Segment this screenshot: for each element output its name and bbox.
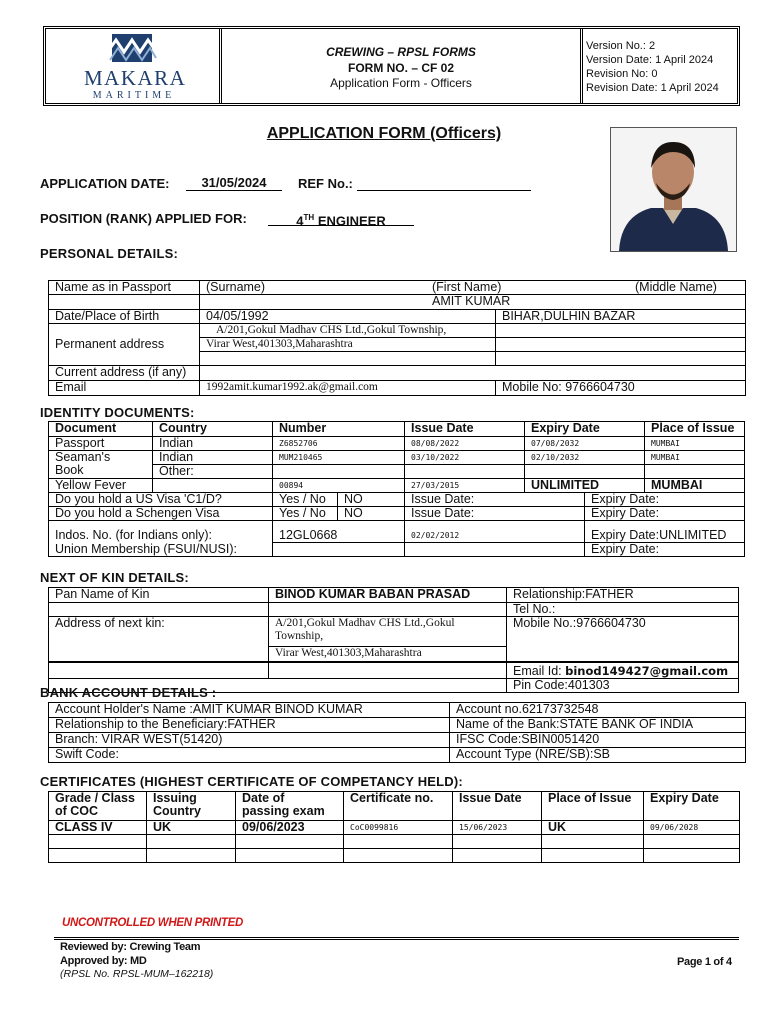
version-no: Version No.: 2 bbox=[586, 40, 656, 52]
form-name: Application Form - Officers bbox=[330, 76, 472, 90]
us-visa-label: Do you hold a US Visa 'C1/D? bbox=[49, 493, 273, 507]
us-visa-expiry[interactable]: Expiry Date: bbox=[585, 493, 745, 507]
seaman-other-expiry[interactable] bbox=[525, 465, 645, 479]
header-divider-2 bbox=[580, 28, 583, 104]
cert-empty-3[interactable] bbox=[236, 835, 344, 849]
name-column-labels bbox=[200, 281, 746, 295]
cert-country[interactable]: UK bbox=[147, 821, 236, 835]
doc-header-place-of-issue: Place of Issue bbox=[645, 422, 745, 437]
cert-header-place: Place of Issue bbox=[542, 792, 644, 821]
identity-documents-heading: IDENTITY DOCUMENTS: bbox=[40, 405, 195, 420]
cert-empty-10[interactable] bbox=[236, 849, 344, 863]
dob-label: Date/Place of Birth bbox=[49, 310, 200, 324]
form-number: FORM NO. – CF 02 bbox=[347, 61, 454, 75]
first-name-label: (First Name) bbox=[432, 280, 502, 294]
ref-no-field[interactable] bbox=[357, 176, 531, 191]
identity-documents-table bbox=[48, 421, 745, 557]
forms-title: CREWING – RPSL FORMS bbox=[326, 45, 476, 59]
middle-name-label: (Middle Name) bbox=[635, 280, 717, 294]
seaman-place[interactable]: MUMBAI bbox=[645, 451, 745, 465]
cert-header-exam-date: Date of passing exam bbox=[236, 792, 344, 821]
seaman-number[interactable]: MUM210465 bbox=[273, 451, 405, 465]
kin-address-label: Address of next kin: bbox=[49, 617, 269, 662]
seaman-other-place[interactable] bbox=[645, 465, 745, 479]
seaman-country[interactable]: Indian bbox=[153, 451, 273, 465]
permanent-address-line-3[interactable] bbox=[200, 352, 496, 366]
dob-value[interactable]: 04/05/1992 bbox=[200, 310, 496, 324]
person-photo-icon bbox=[611, 128, 736, 251]
application-date-label: APPLICATION DATE: bbox=[40, 176, 170, 191]
cert-grade[interactable]: CLASS IV bbox=[49, 821, 147, 835]
application-date-value[interactable]: 31/05/2024 bbox=[186, 176, 282, 191]
passport-issue[interactable]: 08/08/2022 bbox=[405, 437, 525, 451]
company-logo bbox=[84, 32, 187, 102]
personal-details-table bbox=[48, 280, 746, 396]
cert-header-number: Certificate no. bbox=[344, 792, 453, 821]
passport-country[interactable]: Indian bbox=[153, 437, 273, 451]
kin-email-extra[interactable] bbox=[269, 663, 507, 679]
kin-relationship[interactable]: Relationship:FATHER bbox=[507, 588, 739, 603]
cert-expiry[interactable]: 09/06/2028 bbox=[644, 821, 740, 835]
union-number[interactable] bbox=[273, 543, 405, 557]
seaman-other-number[interactable] bbox=[273, 465, 405, 479]
passport-number[interactable]: Z6852706 bbox=[273, 437, 405, 451]
permanent-address-extra-1[interactable] bbox=[496, 324, 746, 338]
visa-spacer-4 bbox=[585, 521, 745, 529]
kin-name-extra[interactable] bbox=[269, 603, 507, 617]
certificates-table bbox=[48, 791, 740, 863]
applicant-photo bbox=[610, 127, 737, 252]
cert-issue[interactable]: 15/06/2023 bbox=[453, 821, 542, 835]
visa-spacer-3 bbox=[405, 521, 585, 529]
kin-name-label: Pan Name of Kin bbox=[49, 588, 269, 603]
seaman-issue[interactable]: 03/10/2022 bbox=[405, 451, 525, 465]
kin-name-value[interactable]: BINOD KUMAR BABAN PRASAD bbox=[269, 588, 507, 603]
pob-value[interactable]: BIHAR,DULHIN BAZAR bbox=[496, 310, 746, 324]
revision-date: Revision Date: 1 April 2024 bbox=[586, 82, 719, 94]
cert-exam-date[interactable]: 09/06/2023 bbox=[236, 821, 344, 835]
indos-number[interactable]: 12GL0668 bbox=[273, 529, 405, 543]
yellow-fever-issue[interactable]: 27/03/2015 bbox=[405, 479, 525, 493]
mobile-value[interactable]: Mobile No: 9766604730 bbox=[496, 381, 746, 396]
uncontrolled-notice: UNCONTROLLED WHEN PRINTED bbox=[62, 917, 243, 929]
permanent-address-extra-3[interactable] bbox=[496, 352, 746, 366]
schengen-visa-issue[interactable]: Issue Date: bbox=[405, 507, 585, 521]
kin-address-line-2[interactable]: Virar West,401303,Maharashtra bbox=[269, 647, 507, 662]
revision-no: Revision No: 0 bbox=[586, 68, 658, 80]
permanent-address-line-2[interactable]: Virar West,401303,Maharashtra bbox=[200, 338, 496, 352]
bank-name[interactable]: Name of the Bank:STATE BANK OF INDIA bbox=[450, 718, 746, 733]
kin-address-line-1[interactable]: A/201,Gokul Madhav CHS Ltd.,Gokul Township, bbox=[269, 617, 507, 647]
yellow-fever-number[interactable]: 00894 bbox=[273, 479, 405, 493]
seaman-other-issue[interactable] bbox=[405, 465, 525, 479]
bank-details-heading: BANK ACCOUNT DETAILS : bbox=[40, 685, 217, 700]
indos-issue[interactable]: 02/02/2012 bbox=[405, 529, 585, 543]
indos-expiry[interactable]: Expiry Date:UNLIMITED bbox=[585, 529, 745, 543]
cert-empty-5[interactable] bbox=[453, 835, 542, 849]
email-label: Email bbox=[49, 381, 200, 396]
current-address-label: Current address (if any) bbox=[49, 366, 200, 381]
personal-details-heading: PERSONAL DETAILS: bbox=[40, 246, 178, 261]
name-value[interactable]: AMIT KUMAR bbox=[200, 295, 746, 310]
passport-expiry[interactable]: 07/08/2032 bbox=[525, 437, 645, 451]
doc-header-country: Country bbox=[153, 422, 273, 437]
schengen-visa-expiry[interactable]: Expiry Date: bbox=[585, 507, 745, 521]
cert-empty-7[interactable] bbox=[644, 835, 740, 849]
cert-empty-2[interactable] bbox=[147, 835, 236, 849]
yellow-fever-doc: Yellow Fever bbox=[49, 479, 153, 493]
us-visa-answer[interactable]: NO bbox=[338, 493, 405, 507]
cert-empty-9[interactable] bbox=[147, 849, 236, 863]
bank-relationship[interactable]: Relationship to the Beneficiary:FATHER bbox=[49, 718, 450, 733]
current-address-value[interactable] bbox=[200, 366, 746, 381]
schengen-visa-label: Do you hold a Schengen Visa bbox=[49, 507, 273, 521]
makara-wave-icon bbox=[106, 32, 158, 64]
cert-empty-12[interactable] bbox=[453, 849, 542, 863]
cert-header-grade: Grade / Class of COC bbox=[49, 792, 147, 821]
position-label: POSITION (RANK) APPLIED FOR: bbox=[40, 211, 247, 226]
cert-empty-13[interactable] bbox=[542, 849, 644, 863]
bank-account-no[interactable]: Account no.62173732548 bbox=[450, 703, 746, 718]
next-of-kin-table bbox=[48, 587, 739, 693]
doc-header-number: Number bbox=[273, 422, 405, 437]
certificates-heading: CERTIFICATES (HIGHEST CERTIFICATE OF COMPETANCY HELD): bbox=[40, 774, 463, 789]
form-title: APPLICATION FORM (Officers) bbox=[266, 125, 502, 142]
next-of-kin-heading: NEXT OF KIN DETAILS: bbox=[40, 570, 189, 585]
email-value[interactable]: 1992amit.kumar1992.ak@gmail.com bbox=[200, 381, 496, 396]
approved-by: Approved by: MD bbox=[60, 955, 147, 967]
bank-swift[interactable]: Swift Code: bbox=[49, 748, 450, 763]
name-label: Name as in Passport bbox=[49, 281, 200, 295]
doc-header-issue-date: Issue Date bbox=[405, 422, 525, 437]
permanent-address-line-1[interactable]: A/201,Gokul Madhav CHS Ltd.,Gokul Township, bbox=[200, 324, 496, 338]
rpsl-number: (RPSL No. RPSL-MUM–162218) bbox=[60, 968, 214, 980]
surname-label: (Surname) bbox=[206, 280, 266, 294]
cert-header-country: Issuing Country bbox=[147, 792, 236, 821]
kin-email-value: binod149427@gmail.com bbox=[565, 664, 729, 678]
passport-place[interactable]: MUMBAI bbox=[645, 437, 745, 451]
schengen-visa-yes-no: Yes / No bbox=[273, 507, 338, 521]
kin-pin[interactable]: Pin Code:401303 bbox=[507, 679, 739, 693]
cert-empty-1[interactable] bbox=[49, 835, 147, 849]
cert-empty-4[interactable] bbox=[344, 835, 453, 849]
version-date: Version Date: 1 April 2024 bbox=[586, 54, 714, 66]
bank-holder[interactable]: Account Holder's Name :AMIT KUMAR BINOD KUMAR bbox=[49, 703, 450, 718]
yellow-fever-expiry[interactable]: UNLIMITED bbox=[525, 479, 645, 493]
doc-header-expiry-date: Expiry Date bbox=[525, 422, 645, 437]
name-spacer bbox=[49, 295, 200, 310]
schengen-visa-answer[interactable]: NO bbox=[338, 507, 405, 521]
seaman-expiry[interactable]: 02/10/2032 bbox=[525, 451, 645, 465]
seaman-other[interactable]: Other: bbox=[153, 465, 273, 479]
position-rank-name: ENGINEER bbox=[317, 213, 386, 229]
cert-place[interactable]: UK bbox=[542, 821, 644, 835]
logo-sub-text: MARITIME bbox=[92, 90, 176, 101]
reviewed-by: Reviewed by: Crewing Team bbox=[60, 941, 201, 953]
union-expiry[interactable]: Expiry Date: bbox=[585, 543, 745, 557]
visa-spacer-2 bbox=[273, 521, 405, 529]
doc-header-document: Document bbox=[49, 422, 153, 437]
union-label: Union Membership (FSUI/NUSI): bbox=[49, 543, 273, 557]
cert-empty-8[interactable] bbox=[49, 849, 147, 863]
union-issue[interactable] bbox=[405, 543, 585, 557]
cert-header-issue: Issue Date bbox=[453, 792, 542, 821]
indos-label: Indos. No. (for Indians only): bbox=[49, 529, 273, 543]
position-rank-number: 4 bbox=[296, 213, 304, 229]
seaman-book-doc: Seaman's Book bbox=[49, 451, 153, 479]
position-field[interactable] bbox=[268, 211, 414, 229]
cert-number[interactable]: CoC0099816 bbox=[344, 821, 453, 835]
kin-mobile[interactable]: Mobile No.:9766604730 bbox=[507, 617, 739, 662]
us-visa-issue[interactable]: Issue Date: bbox=[405, 493, 585, 507]
visa-spacer-1 bbox=[49, 521, 273, 529]
bank-branch[interactable]: Branch: VIRAR WEST(51420) bbox=[49, 733, 450, 748]
kin-email-spacer bbox=[49, 663, 269, 679]
passport-doc: Passport bbox=[49, 437, 153, 451]
kin-tel[interactable]: Tel No.: bbox=[507, 603, 739, 617]
kin-email[interactable]: Email Id: binod149427@gmail.com bbox=[507, 663, 739, 679]
permanent-address-extra-2[interactable] bbox=[496, 338, 746, 352]
position-rank-suffix: TH bbox=[303, 213, 315, 222]
ref-no-label: REF No.: bbox=[298, 176, 353, 191]
logo-main-text: MAKARA bbox=[84, 66, 187, 90]
yellow-fever-country[interactable] bbox=[153, 479, 273, 493]
cert-empty-14[interactable] bbox=[644, 849, 740, 863]
cert-empty-6[interactable] bbox=[542, 835, 644, 849]
permanent-address-label: Permanent address bbox=[49, 324, 200, 366]
bank-ifsc[interactable]: IFSC Code:SBIN0051420 bbox=[450, 733, 746, 748]
kin-name-spacer bbox=[49, 603, 269, 617]
yellow-fever-place[interactable]: MUMBAI bbox=[645, 479, 745, 493]
page-number: Page 1 of 4 bbox=[677, 956, 732, 968]
bank-account-type[interactable]: Account Type (NRE/SB):SB bbox=[450, 748, 746, 763]
cert-header-expiry: Expiry Date bbox=[644, 792, 740, 821]
bank-details-table bbox=[48, 702, 746, 763]
us-visa-yes-no: Yes / No bbox=[273, 493, 338, 507]
cert-empty-11[interactable] bbox=[344, 849, 453, 863]
